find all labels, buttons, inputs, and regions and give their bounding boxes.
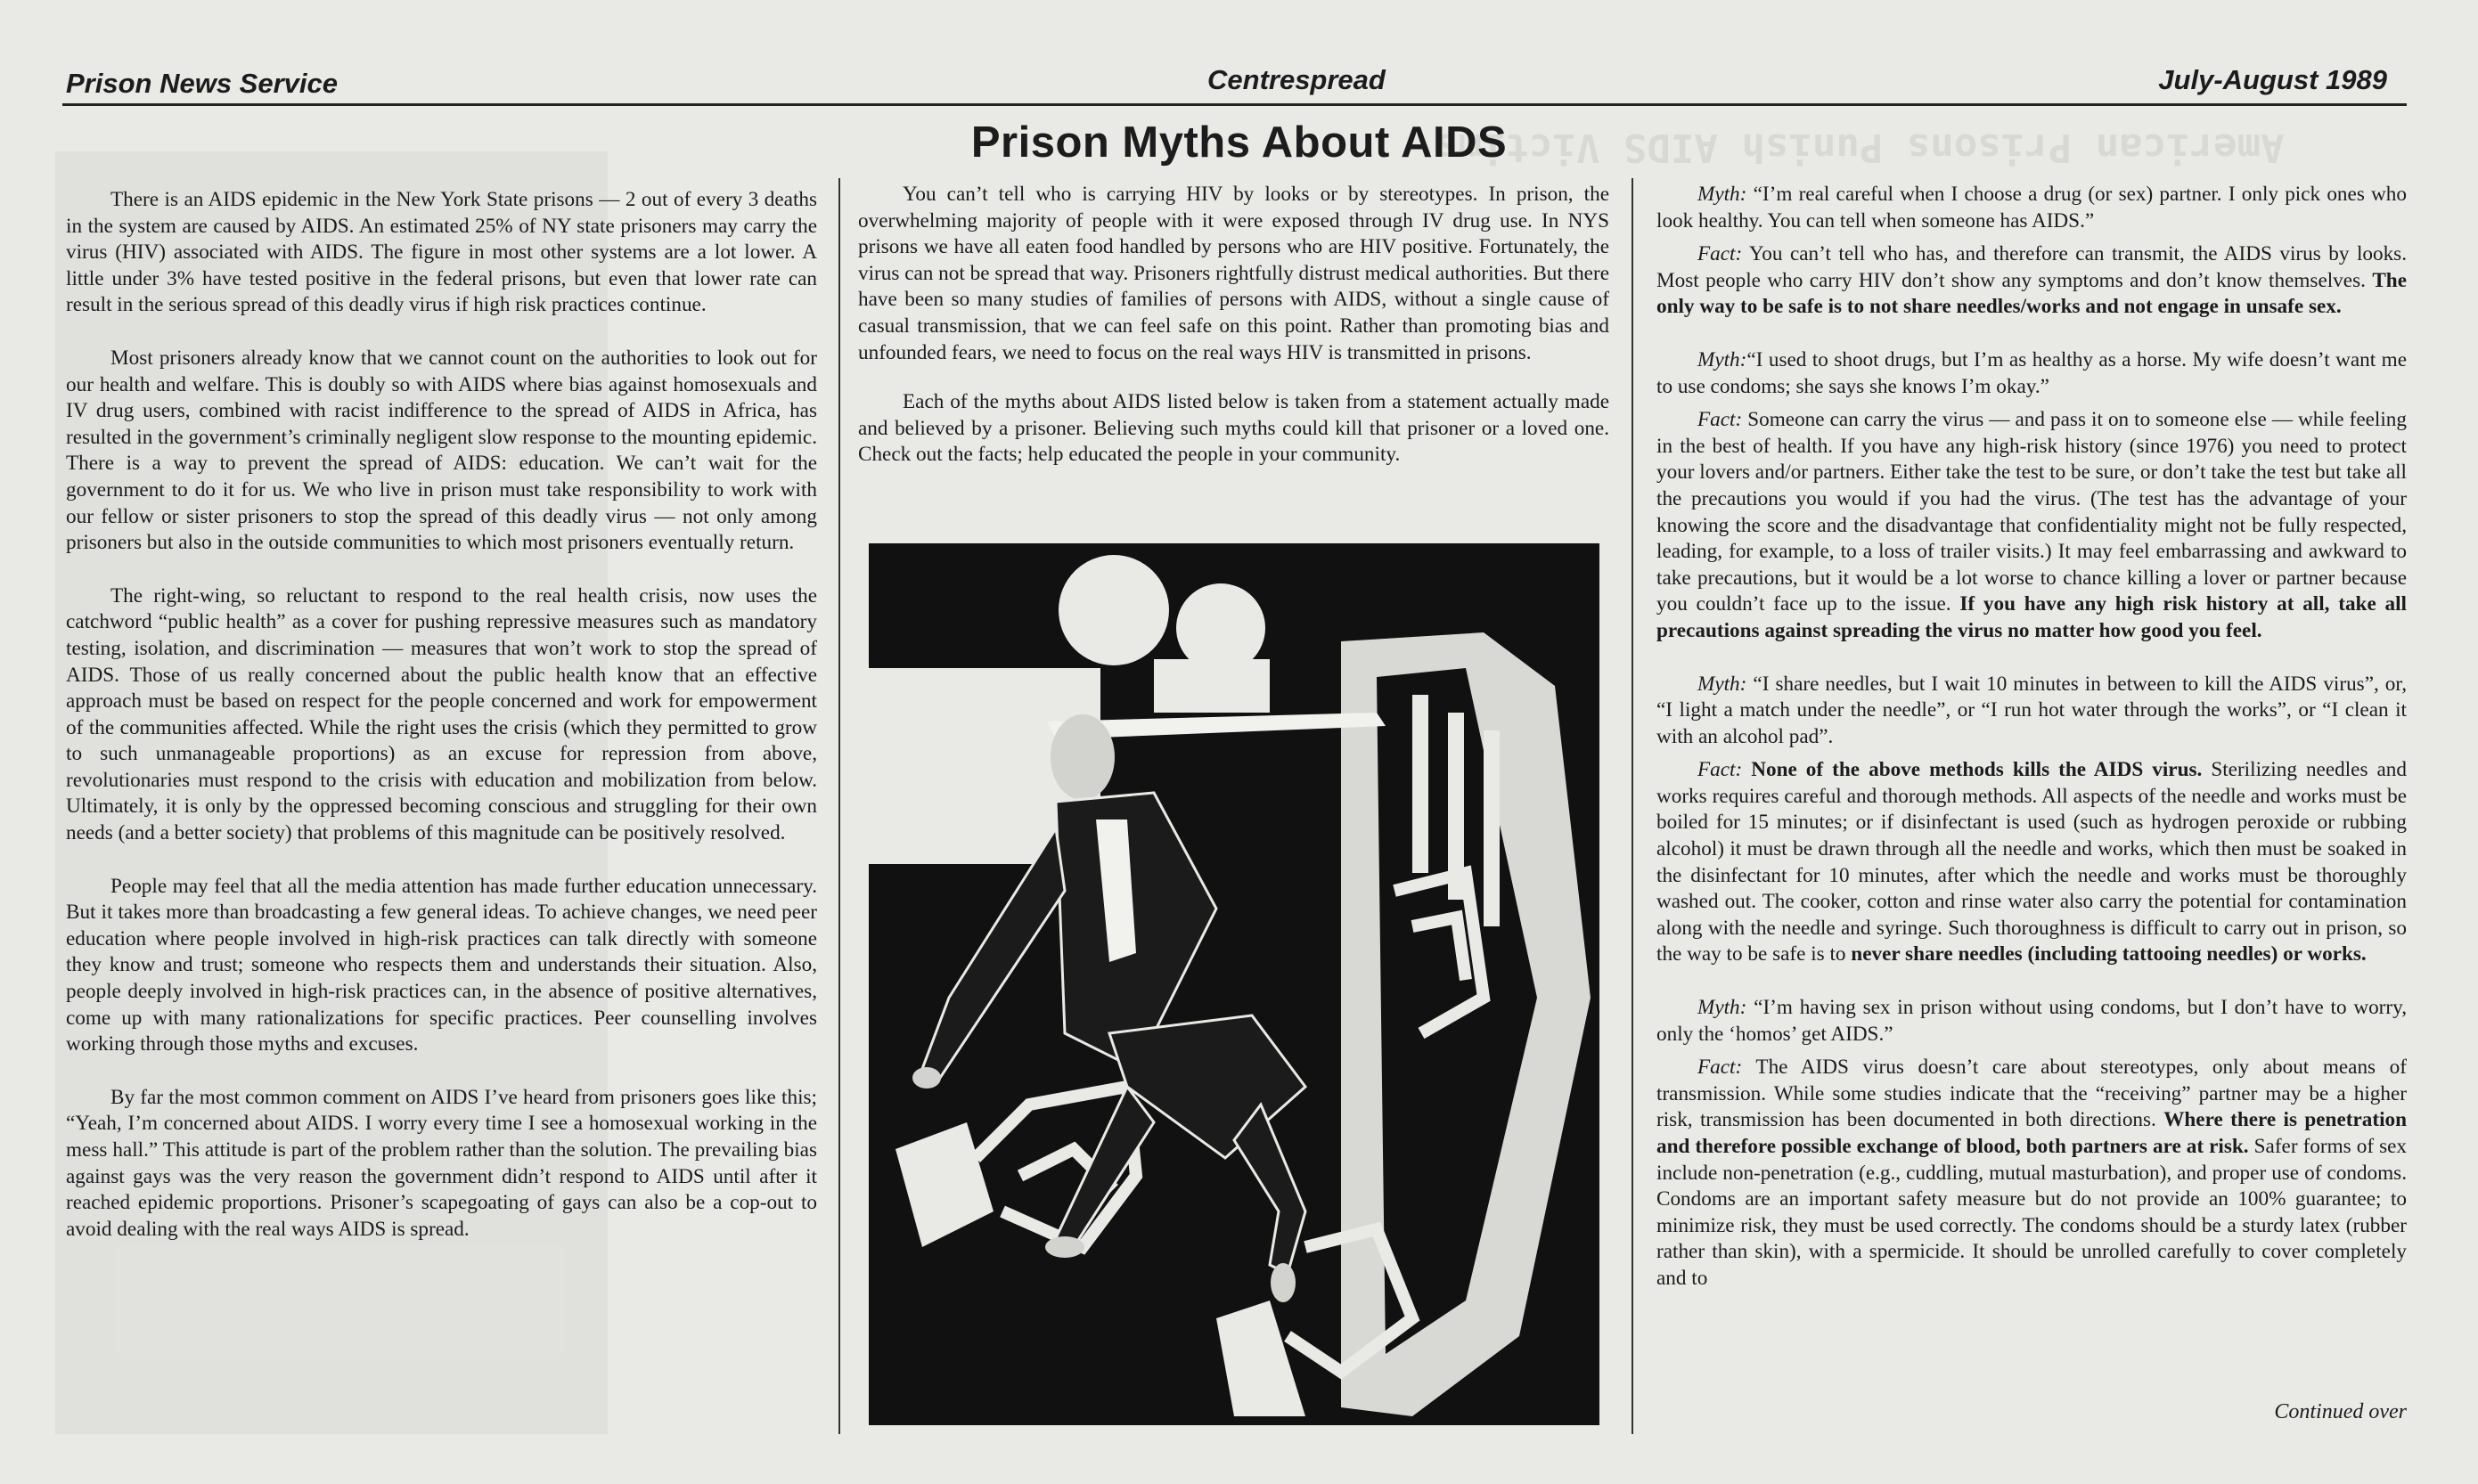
fact-paragraph bbox=[1656, 241, 2407, 321]
myth-text: “I used to shoot drugs, but I’m as healthy as a horse. My wife doesn’t want me to use condoms; she says she knows I’m okay.” bbox=[1656, 347, 2407, 398]
section-name: Centrespread bbox=[1207, 64, 1386, 95]
column-rule bbox=[1632, 178, 1633, 1434]
article-column-2 bbox=[858, 182, 1609, 492]
myth-text: “I’m having sex in prison without using condoms, but I don’t have to worry, only the ‘homos’ get AIDS.” bbox=[1656, 996, 2407, 1046]
bleed-through-text: American Prisons Punish AIDS Victims bbox=[1435, 125, 2285, 170]
falling-man-illustration bbox=[842, 534, 1626, 1434]
fact-text: You can’t tell who has, and therefore can transmit, the AIDS virus by looks. Most people who carry HIV don’t show any symptoms and don’t know themselves. bbox=[1656, 242, 2407, 292]
fact-paragraph bbox=[1656, 407, 2407, 644]
myth-paragraph bbox=[1656, 995, 2407, 1048]
paragraph: The right-wing, so reluctant to respond to the real health crisis, now uses the catchword “public health” as a cover for pushing repressive measures such as mandatory testing, isolation, and discrimination — measures that won’t work to stop the spread of AIDS. Those of us really concerned about the public health know that an effective approach must be based on respect for the people concerned and work for empowerment of the communities affected. While the right uses the crisis (which they permitted to grow to such unmanageable proportions) as an excuse for repression from above, revolutionaries must respond to the crisis with education and mobilization from below. Ultimately, it is only by the oppressed becoming conscious and struggling for their own needs (and a better society) that problems of this magnitude can be positively resolved. bbox=[66, 583, 817, 845]
page-header bbox=[62, 61, 2407, 106]
fact-text-end: Safer forms of sex include non-penetration (e.g., cuddling, mutual masturbation), and proper use of condoms. Condoms are an important safety measure but do not provide an 100% guarantee; to minimize risk, they must be used correctly. The condoms should be a sturdy latex (rubber rather than skin), with a spermicide. It should be unrolled carefully to cover completely and to bbox=[1656, 1135, 2407, 1290]
myths-and-facts-column bbox=[1656, 182, 2407, 1300]
column-rule bbox=[838, 178, 840, 1434]
page-title: Prison Myths About AIDS bbox=[970, 118, 1508, 167]
fact-emphasis: None of the above methods kills the AIDS virus. bbox=[1751, 758, 2203, 782]
myth-text: “I share needles, but I wait 10 minutes in between to kill the AIDS virus”, or, “I light a match under the needle”, or “I run hot water through the works”, or “I clean it with an alcohol pad”. bbox=[1656, 672, 2407, 748]
fact-label: Fact: bbox=[1697, 758, 1743, 782]
paragraph: People may feel that all the media attention has made further education unnecessary. But it takes more than broadcasting a few general ideas. To achieve changes, we need peer education where people involved in high-risk practices can talk directly with someone they know and trust; someone who respects them and understands their situation. Also, people deeply involved in high-risk practices can, in the absence of positive alternatives, come up with many rationalizations for specific practices. Peer counselling involves working through those myths and excuses. bbox=[66, 874, 817, 1056]
publication-name: Prison News Service bbox=[66, 68, 338, 99]
fact-label: Fact: bbox=[1697, 242, 1743, 266]
fact-text: Someone can carry the virus — and pass it on to someone else — while feeling in the best of health. If you have any high-risk history (since 1976) you need to protect your lovers and/or partners. Either take the test to be sure, or don’t take the test but take all the precautions you would if you had the virus. (The test has the advantage of your knowing the score and the disadvantage that confidentiality might not be fully respected, leading, for example, to a loss of trailer visits.) It may feel embarrassing and awkward to take precautions, but it would be a lot worse to chance killing a lover or partner because you couldn’t face up to the issue. bbox=[1656, 408, 2407, 616]
fact-emphasis: If you have any high risk history at all, take all precautions against spreading the virus no matter how good you feel. bbox=[1656, 592, 2407, 642]
fact-emphasis: Where there is penetration and therefore possible exchange of blood, both partners are at risk. bbox=[1656, 1108, 2407, 1158]
paragraph: You can’t tell who is carrying HIV by looks or by stereotypes. In prison, the overwhelming majority of people with it were exposed through IV drug use. In NYS prisons we have all eaten food handled by persons who are HIV positive. Fortunately, the virus can not be spread that way. Prisoners rightfully distrust medical authorities. But there have been so many studies of families of persons with AIDS, without a single cause of casual transmission, that we can feel safe on this point. Rather than promoting bias and unfounded fears, we need to focus on the real ways HIV is transmitted in prisons. bbox=[858, 183, 1609, 364]
myth-label: Myth: bbox=[1697, 183, 1747, 206]
paragraph: Most prisoners already know that we cannot count on the authorities to look out for our health and welfare. This is doubly so with AIDS where bias against homosexuals and IV drug users, combined with racist indifference to the spread of AIDS in Africa, has resulted in the government’s criminally negligent slow response to the mounting epidemic. There is a way to prevent the spread of AIDS: education. We can’t wait for the government to do it for us. We who live in prison must take responsibility to work with our fellow or sister prisoners to stop the spread of this deadly virus — not only among prisoners but also in the outside communities to which most prisoners eventually return. bbox=[66, 346, 817, 555]
myth-label: Myth: bbox=[1697, 996, 1747, 1020]
fact-emphasis: The only way to be safe is to not share needles/works and not engage in unsafe sex. bbox=[1656, 268, 2407, 319]
article-column-1 bbox=[66, 187, 817, 1269]
fact-emphasis-end: never share needles (including tattooing needles) or works. bbox=[1851, 942, 2367, 966]
fact-text: The AIDS virus doesn’t care about stereotypes, only about means of transmission. While some studies indicate that the “receiving” partner may be a higher risk, transmission has been documented in both directions. bbox=[1656, 1056, 2407, 1132]
fact-paragraph bbox=[1656, 1055, 2407, 1292]
fact-label: Fact: bbox=[1697, 408, 1743, 432]
myth-label: Myth: bbox=[1697, 347, 1747, 371]
continued-note: Continued over bbox=[2274, 1400, 2407, 1423]
fact-label: Fact: bbox=[1697, 1056, 1743, 1080]
myth-paragraph bbox=[1656, 347, 2407, 400]
paragraph: Each of the myths about AIDS listed below is taken from a statement actually made and believed by a prisoner. Believing such myths could kill that prisoner or a loved one. Check out the facts; help educated the people in your community. bbox=[858, 390, 1609, 467]
paragraph: There is an AIDS epidemic in the New York State prisons — 2 out of every 3 deaths in the system are caused by AIDS. An estimated 25% of NY state prisoners may carry the virus (HIV) associated with AIDS. The figure in most other systems are a lot lower. A little under 3% have tested positive in the federal prisons, but even that lower rate can result in the serious spread of this deadly virus if high risk practices continue. bbox=[66, 188, 817, 317]
myth-paragraph bbox=[1656, 182, 2407, 234]
fact-text: Sterilizing needles and works requires careful and thorough methods. All aspects of the needle and works must be boiled for 15 minutes; or if disinfectant is used (such as hydrogen peroxide or rubbing alcohol) it must be drawn through all the needle and works, which then must be soaked in the disinfectant for 10 minutes, after which the needle and works must be thoroughly washed out. The cooker, cotton and rinse water also carry the potential for contamination along with the needle and syringe. Such thoroughness is difficult to carry out in prison, so the way to be safe is to bbox=[1656, 758, 2407, 966]
paragraph: By far the most common comment on AIDS I’ve heard from prisoners goes like this; “Yeah, I’m concerned about AIDS. I worry every time I see a homosexual working in the mess hall.” This attitude is part of the problem rather than the solution. The prevailing bias against gays was the very reason the government didn’t respond to AIDS until after it reached epidemic proportions. Prisoner’s scapegoating of gays can also be a cop-out to avoid dealing with the real ways AIDS is spread. bbox=[66, 1085, 817, 1241]
issue-date: July-August 1989 bbox=[2158, 64, 2387, 95]
myth-label: Myth: bbox=[1697, 672, 1747, 696]
myth-paragraph bbox=[1656, 672, 2407, 751]
myth-text: “I’m real careful when I choose a drug (or sex) partner. I only pick ones who look healthy. You can tell when someone has AIDS.” bbox=[1656, 183, 2407, 232]
fact-paragraph bbox=[1656, 757, 2407, 968]
